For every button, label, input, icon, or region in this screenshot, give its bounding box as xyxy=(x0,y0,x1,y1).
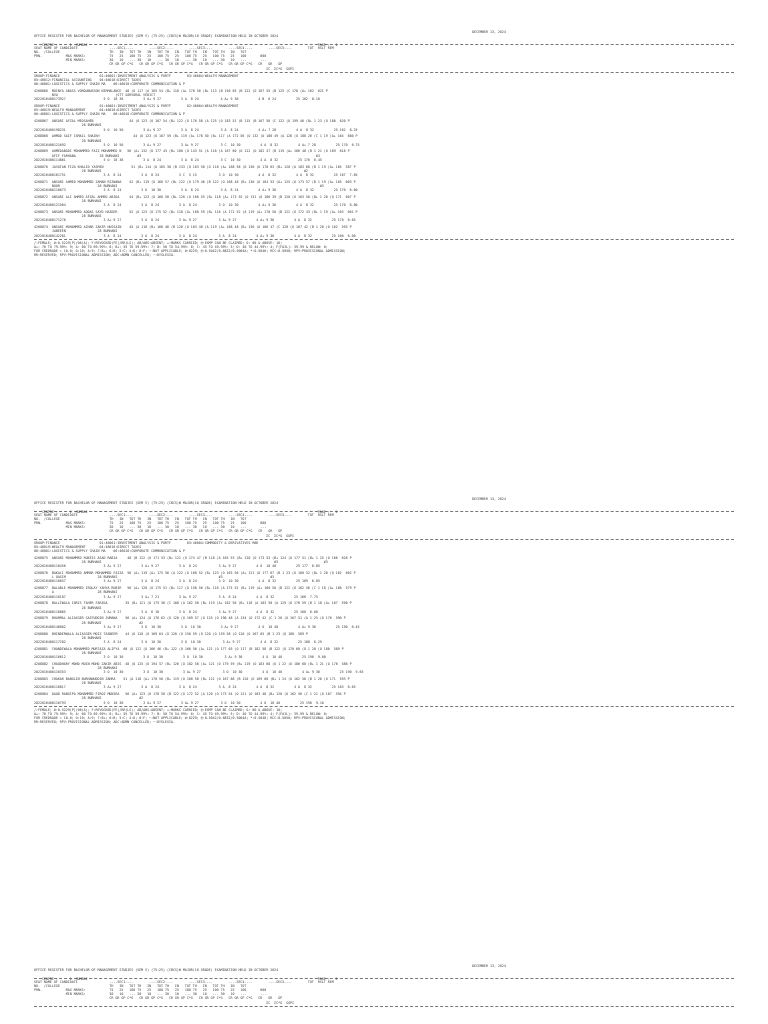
record-line: 2022016400142261 3 A 8 24 3 A 8 24 3 A 8 24 3 A 8 24 4 A+ 9 36 4 A 8 32 25 160 6.00 xyxy=(34,233,356,238)
record-line: 2022016400173927 5 O 18 36 3 A+ 9 27 3 A 8 24 4 A+ 9 36 4 B 6 24 25 162 8.10 xyxy=(34,97,320,102)
record-line: 28 BURHANI xyxy=(34,123,102,128)
page-date: DECEMBER 13, 2024 xyxy=(472,30,506,34)
header-line: CR GR GP C*G CR GR GP C*G CR GR GP C*G CR GR GP C*G CR GR GP C*G CR GR GP xyxy=(34,62,283,67)
register-page-3 xyxy=(0,964,768,1008)
record-line: NVA (STT SARVORAL VEDICT xyxy=(34,93,156,98)
header-line: NO. /COLLEGE TH IN TOT TH IN TOT TH IN TOT TH IN TOT TH IN TOT xyxy=(34,983,247,988)
header-line: NO. /COLLEGE TH IN TOT TH IN TOT TH IN TOT TH IN TOT TH IN TOT xyxy=(34,516,247,521)
student-record xyxy=(0,556,768,569)
group-line: GROUP:FINANCE 01:46001:INVESTMENT ANALYSIS & PORTF 02:46004:WEALTH MANAGEMENT xyxy=(34,104,239,108)
record-line: 2022016400121564 3 A 8 24 3 A 8 24 3 A 8 24 3 O 10 30 4 A+ 9 36 4 A 8 32 25 170 6.80 xyxy=(34,203,358,208)
record-line: 4208877 BALABLE MOHAMMED IRQLAY YAHYA RUBIR 56 (A+ 128 (O 175 51 (B+ 117 (A 158 56 (B+ 116 (A 175 52 (B+ 119 (A+ 160 50 (B 122 (O 162 56 (C 1 18 (A+ 166 579 P xyxy=(34,586,356,591)
student-record xyxy=(0,601,768,614)
record-line: 2022016400116612 3 O 10 30 3 O 10 30 3 O 10 30 3 A+ 9 36 4 O 10 40 25 190 9.00 xyxy=(34,655,326,660)
record-line: 28 BURHANI xyxy=(34,138,102,143)
group-line: GROUP:FINANCE 01:46001:INVESTMENT ANALYSIS & PORTF 03:46004:COMMODITY & DERIVATIVES MAR xyxy=(34,540,259,545)
record-line: 28 BURHANI #2 xyxy=(34,620,144,625)
record-line: A 28 BURHANI xyxy=(34,666,118,671)
header-line: ΣC ΣC*G SGPI xyxy=(34,1000,295,1005)
column-header xyxy=(0,980,768,1005)
centre-label: CENTRE : 1 MUMBAI xyxy=(41,509,88,514)
record-line: 4208871 ANSARI AHMED MOHAMMED ZAMAN RIZWANA 42 (B+ 119 (O 160 57 (B+ 122 (O 179 46 (B 122 (O 168 48 (B+ 130 (O 164 53 (A+ 125 (O 173 57 (B 1 19 (A+ 165 603 P xyxy=(34,179,356,184)
legend xyxy=(0,708,768,725)
student-records xyxy=(0,556,768,705)
record-line: 2022016400116865 3 A+ 9 27 3 A 6 18 3 A 8 24 3 A+ 9 27 4 A 8 32 25 160 6.00 xyxy=(34,609,318,614)
record-line: 2022016400116456 3 A+ 9 27 3 A+ 9 27 3 A 8 24 3 A+ 9 27 4 O 10 40 25 177 6.85 xyxy=(34,564,320,569)
group-line: 06:46801:LOGISTICS & SUPPLY CHAIN MA 06:46018:CORPORATE COMMUNICATION & P xyxy=(34,549,185,554)
record-line: 4208884 DAUD RANGIPA MOHAMMED FIROZ MUNIRA 56 (A+ 123 (O 178 58 (B 122 (O 172 52 (A 120 (O 173 54 (O 121 (O 183 48 (B+ 120 (O 162 56 (C 1 21 (O 167 594 P xyxy=(34,692,346,697)
student-record xyxy=(0,662,768,675)
record-line: 4208870 JAVATAN FIZA KHALID YASMIN 51 (B+ 114 (O 165 38 (B 133 (O 163 50 (O 118 (A+ 168 58 (O 130 (O 178 63 (B+ 120 (A 183 60 (B 1 19 (A+ 165 587 P xyxy=(34,164,356,169)
student-record xyxy=(0,616,768,629)
record-line: 2022016400116187 3 A+ 9 27 3 A+ 7 21 3 A+ 9 27 3 A 8 24 4 A 8 32 25 166 7.75 xyxy=(34,594,318,599)
record-line: 2022016400146802 3 A+ 9 27 3 O 10 30 3 O 10 30 3 A+ 9 27 4 O 10 40 4 A+ 9 36 25 190 6.45 xyxy=(34,624,360,629)
record-line: 4208866 MOINYA ABASS VORDUNUSSON NIRMALANCE 48 (O 117 (A 165 54 (B+ 118 (A+ 178 50 (B+ 113 (B 156 65 (B 122 (O 187 55 (B 125 (C 178 (A+ 162 621 P xyxy=(34,88,328,93)
header-line: CR GR GP C*G CR GR GP C*G CR GR GP C*G CR GR GP C*G CR GR GP C*G CR GR GP xyxy=(34,996,283,1001)
group-line: 06:46801:LOGISTICS & SUPPLY CHAIN MA 06:46018:CORPORATE COMMUNICATION & P xyxy=(34,82,185,87)
header-line: CR GR GP C*G CR GR GP C*G CR GR GP C*G CR GR GP C*G CR GR GP C*G CR GR GP xyxy=(34,529,283,534)
group-block xyxy=(0,74,768,87)
record-line: A 28 BURHANI xyxy=(34,590,118,595)
record-line: 2022016400171276 3 A+ 9 27 3 A 8 24 3 A+ 9 27 3 A+ 9 27 4 A+ 9 36 4 A 8 32 25 170 6.65 xyxy=(34,218,356,223)
group-line: GROUP:FINANCE 01:46001:INVESTMENT ANALYSIS & PORTF 03:46004:WEALTH MANAGEMENT xyxy=(34,73,239,78)
record-line: 2022016400198231 5 O 10 50 3 A+ 9 27 3 A 8 24 3 A 8 24 4 A+ 7 28 4 A 8 32 25 162 8.25 xyxy=(34,127,358,132)
header-line: NO. /COLLEGE TH IN TOT TH IN TOT TH IN TOT TH IN TOT TH IN TOT xyxy=(34,49,247,54)
legend-line: RR:RESERVED; RPV:PROVISIONAL ADMISSION; ADC:ADMN CANCELLED; ~:DYSLEXIA. xyxy=(34,253,175,258)
record-line: 4208880 BHINDERWALA ALIASGER MOIZ TASNEEM 44 (O 120 (O 169 64 (O 120 (O 150 59 (O 120 (O 159 58 (O 120 (O 167 65 (B 1 23 (O 188 589 P xyxy=(34,631,308,636)
page-number: PAGE : 2 xyxy=(317,509,338,514)
record-line: 28 BURHANI xyxy=(34,605,102,610)
record-line: 28 BURHANI #3 #3 xyxy=(34,560,328,565)
header-line: SEAT NAME OF CANDIDATE ----SEC1---- ----SEC2---- ----SEC3---- ----SEC4---- ----SEC5---- TOT RSLT REM xyxy=(34,45,334,50)
student-record xyxy=(0,195,768,208)
legend-line: A+: 70 TO 79.99%: 9; A: 60 TO 69.99%: 8; B+: 55 TO 59.99%: 7; B: 50 TO 54.99%: 6; C: 45 TO 49.99%: 5; D: 40 TO 44.99%: 4; F(FAIL): 39.99 & BELOW: 0; xyxy=(34,245,328,249)
legend-line: A+: 70 TO 79.99%: 9; A: 60 TO 69.99%: 8; B+: 55 TO 59.99%: 7; B: 50 TO 54.99%: 6; C: 45 TO 49.99%: 5; D: 40 TO 44.99%: 4; F(FAIL): 39.99 & BELOW: 0; xyxy=(34,712,328,716)
centre-label: CENTRE : 1 MUMBAI xyxy=(41,976,88,981)
record-line: 4208868 AHMAD SAIF ISMAIL SHAIKH 44 (O 123 (O 167 59 (B+ 119 (A+ 178 50 (B+ 117 (A 172 56 (O 132 (O 186 49 (A 128 (O 188 26 (C 1 19 (A+ 164 680 P xyxy=(34,134,358,139)
student-record xyxy=(0,89,768,102)
group-line: 06:46801:LOGISTICS & SUPPLY CHAIN MA 06:46018:CORPORATE COMMUNICATION & P xyxy=(34,112,185,117)
record-line: 2022016400121692 5 O 10 50 3 A+ 9 27 3 A+ 9 27 3 C 10 30 4 A 8 32 4 A+ 7 28 25 170 6.75 xyxy=(34,142,360,147)
record-line: 4208873 ANSARI MOHAMMED AQDAS SAYD HAIDER 52 (A 123 (O 175 52 (B+ 118 (A+ 160 59 (B+ 116 (A 172 52 (A 119 (A+ 170 50 (B 122 (O 172 43 (B+ 1 19 (A+ 163 601 P xyxy=(34,210,358,215)
record-line: 28 BURHANI xyxy=(34,650,102,655)
divider xyxy=(34,72,734,73)
student-record xyxy=(0,119,768,132)
legend-line: /:FEMALE; #:0.5229(P)/06(A); F:REVOCKED(FE)/RR(LS); AB/ABS:ABSENT; +:MARKS CARRIED; @:EXMP CAN BE CLAIMED; O: 80 & ABOVE: 10; xyxy=(34,707,283,712)
divider xyxy=(34,706,734,707)
record-line: 4208872 ANSARI ALI AHMED AFZAL AHMED ABIDA 44 (B+ 123 (O 166 58 (B+ 120 (O 166 55 (B+ 118 (A+ 173 55 (O 131 (O 186 39 (B 120 (O 163 50 (B+ 1 20 (O 171 607 P xyxy=(34,194,356,199)
header-line: SEAT NAME OF CANDIDATE ----SEC1---- ----SEC2---- ----SEC3---- ----SEC4---- ----SEC5---- TOT RSLT REM xyxy=(34,979,334,984)
page-number: PAGE : 1 xyxy=(317,42,338,47)
record-line: 4208869 AHMEDABADI MOHAMMED FAIZ MOHAMMED N 56 (A+ 132 (O 177 43 (B+ 100 (O 143 51 (A 116 (A 167 60 (O 122 (O 182 47 (B 119 (A+ 166 48 (B 1 21 (O 169 618 P xyxy=(34,149,350,154)
student-record xyxy=(0,571,768,584)
record-line: JABEEEN 28 BURHANI xyxy=(34,229,118,234)
record-line: 28 BURHANI xyxy=(34,635,102,640)
header-line: MIN MARKS: 30 10 --- 30 10 --- 30 10 --- 30 10 --- 30 10 --- --- xyxy=(34,58,267,63)
record-line: 28 BURHANI xyxy=(34,681,102,686)
divider xyxy=(34,239,734,240)
centre-label: CENTRE : 1 MUMBAI xyxy=(41,42,88,47)
student-record xyxy=(0,632,768,645)
record-line: 28 BURHANI #2 xyxy=(34,168,308,173)
record-line: 2022016400116657 3 A+ 9 27 3 A 8 24 3 A 8 24 3 O 10 30 4 A 8 32 25 169 6.85 xyxy=(34,579,320,584)
page-title: OFFICE REGISTER FOR BACHELOR OF MANAGEMENT STUDIES (SEM V) (75:25) (CBCS)W MAJOR(10 GRADE) EXAMINATION HELD IN OCTOBER 2024 xyxy=(34,501,279,506)
header-line: PRN. MAX MARKS: 75 25 100 75 25 100 75 25 100 75 25 100 75 25 100 600 xyxy=(34,520,267,525)
record-line: 4208875 ANSARI MOHAMMED RUKEIS ASAD RABIA 48 (B 122 (O 171 53 (B+ 121 (O 174 47 (B 118 (A 165 53 (B+ 120 (O 173 53 (B+ 124 (O 177 51 (B+ 1 25 (O 166 626 P xyxy=(34,555,352,560)
record-line: 4208883 CHAKAR BANGLIN BURHANUDDIN ZAHRA 51 (A 118 (A+ 170 50 (B+ 119 (O 160 58 (B+ 121 (O 167 66 (B 120 (O 169 60 (B+ 1 24 (O 162 58 (B 1 20 (O 171 593 P xyxy=(34,677,350,682)
header-line: PRN. MAX MARKS: 75 25 100 75 25 100 75 25 100 75 25 100 75 25 100 600 xyxy=(34,987,267,992)
group-line: 05:46019:WEALTH MANAGEMENT 04:46018:DIRECT TAXES xyxy=(34,108,142,113)
record-line: 2022016400116793 5 O 10 30 3 A+ 9 27 3 A+ 9 27 3 O 10 30 4 O 10 40 25 190 9.10 xyxy=(34,700,324,705)
record-line: 4208879 BHARMAL ALIASGER SAIFUDDIN JUMANA 56 (A+ 124 (O 176 62 (O 120 (O 169 57 (O 125 (O 190 48 (A 134 (O 172 42 (C 1 26 (O 167 51 (A 1 25 (O 176 590 P xyxy=(34,616,346,621)
centre-and-page xyxy=(0,972,768,981)
record-line: AFIF FARHANA 28 BURHANI #3 #3 xyxy=(34,153,320,158)
record-line: L UASIM 28 BURHANI #3 #3 xyxy=(34,575,275,580)
page-title: OFFICE REGISTER FOR BACHELOR OF MANAGEMENT STUDIES (SEM V) (75:25) (CBCS)W MAJOR(10 GRADE) EXAMINATION HELD IN OCTOBER 2024 xyxy=(34,34,279,39)
record-line: 4208874 ANSARI MOHAMMED AZHAR ZAKIR HUSSAIN 45 (A 118 (B+ 166 46 (B 120 (O 163 48 (A 119 (A+ 168 48 (B+ 130 (O 166 47 (C 128 (O 167 42 (B 1 20 (O 162 593 P xyxy=(34,225,352,230)
record-line: 4208881 CHANDIWALA MOHAMMED MURTAZA ALIFYA 60 (O 122 (O 166 46 (B+ 122 (O 166 56 (A+ 121 (O 177 65 (O 117 (B 182 58 (B 122 (O 170 60 (O 1 20 (O 180 589 P xyxy=(34,646,344,651)
page-date: DECEMBER 13, 2024 xyxy=(472,964,506,968)
register-page-1 xyxy=(0,30,768,258)
divider xyxy=(34,539,734,540)
divider xyxy=(34,1006,734,1007)
record-line: 2022016400117282 3 A 8 24 3 O 10 30 3 O 10 30 3 A+ 9 27 4 A 8 32 25 188 6.29 xyxy=(34,640,322,644)
student-record xyxy=(0,647,768,660)
legend-line: /:FEMALE; #:0.5229(P)/06(A); F:REVOCKED(FE)/RR(LS); AB/ABS:ABSENT; +:MARKS CARRIED; @:EXMP CAN BE CLAIMED; O: 80 & ABOVE: 10; xyxy=(34,240,283,245)
register-page-2 xyxy=(0,497,768,725)
column-header xyxy=(0,513,768,538)
student-records xyxy=(0,119,768,238)
centre-and-page xyxy=(0,505,768,514)
group-line: 05:46012:FINANCIAL ACCOUNTING 04:46018:DIRECT TAXES xyxy=(34,77,142,82)
group-block xyxy=(0,541,768,554)
student-record xyxy=(0,180,768,193)
column-header xyxy=(0,46,768,71)
student-record xyxy=(0,677,768,690)
record-line: 2022016400116817 3 A+ 9 27 3 A 8 24 3 A 8 24 3 A 8 24 4 A 8 32 4 A 8 32 25 163 6.65 xyxy=(34,685,356,690)
record-line: 4208882 CHOUDHARY MOHD MOIN MOHD ZAKIR ABIS 48 (O 125 (O 194 57 (B+ 126 (O 182 58 (A+ 121 (O 179 59 (B+ 119 (O 183 60 (O 1 22 (O 186 68 (B+ 1 21 (O 176 586 P xyxy=(34,661,352,666)
record-line: 4208867 ANSARI AFZAL MEDSAHEB 44 (O 123 (O 167 54 (B+ 122 (O 176 58 (A 125 (O 183 51 (B 115 (B 167 58 (C 122 (O 199 46 (B+ 1 23 (O 186 620 P xyxy=(34,119,350,124)
student-record xyxy=(0,165,768,178)
group-line: 05:46019:WEALTH MANAGEMENT 04:46018:DIRECT TAXES xyxy=(34,544,142,549)
record-line: NOOR 28 BURHANI #3 xyxy=(34,183,324,188)
header-line: ΣC ΣC*G SGPI xyxy=(34,533,295,538)
header-line: MIN MARKS: 30 10 --- 30 10 --- 30 10 --- 30 10 --- 30 10 --- --- xyxy=(34,992,267,997)
header-line: ΣC ΣC*G SGPI xyxy=(34,66,295,71)
centre-and-page xyxy=(0,38,768,47)
record-line: 2022016400116353 3 O 10 30 3 O 10 30 3 A+ 9 27 3 O 10 30 4 O 10 40 4 A+ 9 36 25 190 9.65 xyxy=(34,670,364,675)
legend xyxy=(0,241,768,258)
group-block xyxy=(0,104,768,117)
record-line: 28 BURHANI #2 xyxy=(34,696,144,701)
student-record xyxy=(0,149,768,162)
legend-line: RR:RESERVED; RPV:PROVISIONAL ADMISSION; ADC:ADMN CANCELLED; ~:DYSLEXIA. xyxy=(34,720,175,725)
header-line: MIN MARKS: 30 10 --- 30 10 --- 30 10 --- 30 10 --- 30 10 --- --- xyxy=(34,525,267,530)
page-title: OFFICE REGISTER FOR BACHELOR OF MANAGEMENT STUDIES (SEM V) (75:25) (CBCS)W MAJOR(10 GRADE) EXAMINATION HELD IN OCTOBER 2024 xyxy=(34,968,279,973)
student-record xyxy=(0,134,768,147)
page-number: PAGE : 3 xyxy=(317,976,338,981)
record-line: 4208876 BAKALI MOHAMMED AMMAR MOHAMMED FAIZA 56 (A+ 119 (A+ 175 56 (A 122 (O 168 52 (B+ 123 (O 163 56 (A+ 121 (O 177 67 (B 1 23 (O 160 52 (B+ 1 20 (O 162 602 P xyxy=(34,571,356,575)
record-line: 28 BURHANI xyxy=(34,199,102,204)
legend-line: FOR CREDRADE = 10.0; O:10; A:9; 7:B+; 6:B; 5:C; 4:D; 0:F; ~:NOT APPLICABLE; #:0229; @:0.5042/0.6832/0.5004A; *:0.5046; RCC:0.5050; RPV:PROVISIONAL ADMISSION; xyxy=(34,249,346,254)
header-line: PRN. MAX MARKS: 75 25 100 75 25 100 75 25 100 75 25 100 75 25 100 600 xyxy=(34,53,267,58)
legend-line: FOR CREDRADE = 10.0; O:10; A:9; 7:B+; 6:B; 5:C; 4:D; 0:F; ~:NOT APPLICABLE; #:0229; @:0.5042/0.6832/0.5004A; *:0.5046; RCC:0.5050; RPV:PROVISIONAL ADMISSION; xyxy=(34,716,346,721)
student-record xyxy=(0,586,768,599)
header-line: SEAT NAME OF CANDIDATE ----SEC1---- ----SEC2---- ----SEC3---- ----SEC4---- ----SEC5---- TOT RSLT REM xyxy=(34,512,334,517)
record-line: 28 BURHANI xyxy=(34,214,102,219)
student-record xyxy=(0,210,768,223)
record-line: 2022016400114861 5 O 18 36 3 A 8 24 3 A 8 24 3 C 10 30 4 A 8 32 25 170 6.45 xyxy=(34,157,322,162)
record-line: 2022016400116673 3 A 8 24 3 O 10 30 3 A 8 24 3 A 8 24 4 A+ 9 36 4 A 8 32 25 170 6.60 xyxy=(34,188,358,193)
page-date: DECEMBER 13, 2024 xyxy=(472,497,506,501)
student-record xyxy=(0,225,768,238)
record-line: 4208878 BALLIWALA IDRIS TAHER FARIDA 35 (B+ 121 (O 175 38 (C 108 (A 162 58 (B+ 119 (A+ 162 56 (B+ 118 (A 183 50 (A 129 (O 176 59 (B 1 18 (A+ 167 590 P xyxy=(34,601,352,606)
student-record xyxy=(0,692,768,705)
record-line: 2022016400161751 3 A 8 24 3 A 8 24 3 C 5 15 3 O 10 30 4 A 8 32 4 A 8 32 25 167 7.65 xyxy=(34,173,358,177)
